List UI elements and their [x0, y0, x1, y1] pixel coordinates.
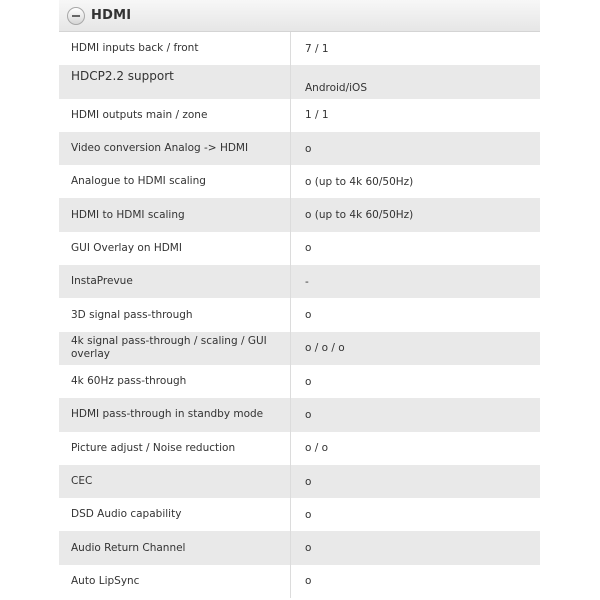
table-row	[59, 398, 540, 431]
row-value: o (up to 4k 60/50Hz)	[305, 175, 414, 188]
row-value: Android/iOS	[305, 81, 367, 94]
spec-table	[59, 32, 540, 598]
row-value: o	[305, 542, 312, 555]
row-value: -	[305, 275, 309, 288]
row-label: HDMI to HDMI scaling	[59, 198, 291, 231]
row-value: o	[305, 575, 312, 588]
table-row	[59, 99, 540, 132]
row-value: o	[305, 508, 312, 521]
row-value: o	[305, 408, 312, 421]
row-label: HDMI pass-through in standby mode	[59, 398, 291, 431]
row-value: o / o	[305, 442, 329, 455]
row-label: GUI Overlay on HDMI	[59, 232, 291, 265]
row-value: o	[305, 375, 312, 388]
table-row	[59, 232, 540, 265]
table-row	[59, 332, 540, 365]
row-label: 4k signal pass-through / scaling / GUI overlay	[59, 332, 291, 365]
table-row	[59, 365, 540, 398]
table-row	[59, 265, 540, 298]
table-row	[59, 432, 540, 465]
row-label: Video conversion Analog -> HDMI	[59, 132, 291, 165]
row-label: Picture adjust / Noise reduction	[59, 432, 291, 465]
row-label: DSD Audio capability	[59, 498, 291, 531]
row-label: CEC	[59, 465, 291, 498]
minus-collapse-icon[interactable]	[67, 7, 85, 25]
row-label: Analogue to HDMI scaling	[59, 165, 291, 198]
row-value: 7 / 1	[305, 42, 329, 55]
row-value: o / o / o	[305, 342, 345, 355]
row-label: HDMI inputs back / front	[59, 32, 291, 65]
row-value: o (up to 4k 60/50Hz)	[305, 209, 414, 222]
row-value: o	[305, 142, 312, 155]
table-row	[59, 465, 540, 498]
row-label: HDMI outputs main / zone	[59, 99, 291, 132]
row-label: 4k 60Hz pass-through	[59, 365, 291, 398]
table-row	[59, 298, 540, 331]
row-value: o	[305, 242, 312, 255]
row-value: o	[305, 309, 312, 322]
table-row	[59, 32, 540, 65]
row-label: Auto LipSync	[59, 565, 291, 598]
table-row	[59, 165, 540, 198]
row-label: HDCP2.2 support	[59, 65, 291, 98]
row-value: 1 / 1	[305, 109, 329, 122]
row-value: o	[305, 475, 312, 488]
row-label: InstaPrevue	[59, 265, 291, 298]
section-title: HDMI	[91, 8, 132, 23]
row-label: Audio Return Channel	[59, 531, 291, 564]
table-row	[59, 565, 540, 598]
table-row	[59, 498, 540, 531]
table-row	[59, 531, 540, 564]
hdmi-spec-panel	[59, 0, 540, 598]
row-label: 3D signal pass-through	[59, 298, 291, 331]
section-header[interactable]	[59, 0, 540, 32]
table-row	[59, 132, 540, 165]
table-row	[59, 198, 540, 231]
table-row	[59, 65, 540, 98]
